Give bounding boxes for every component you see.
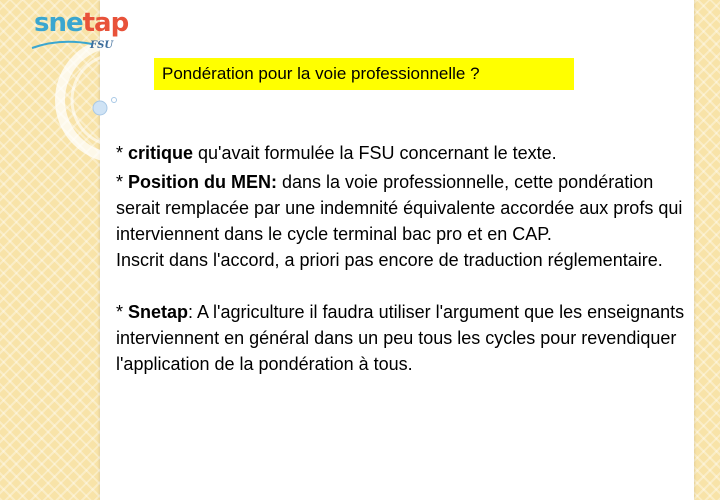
- bullet: *: [116, 143, 129, 163]
- slide-body: [116, 140, 692, 377]
- logo-text-part1: sne: [34, 8, 83, 38]
- slide-title: Pondération pour la voie professionnelle ?: [154, 58, 574, 90]
- snetap-paragraph: [116, 299, 692, 377]
- bullet: *: [116, 172, 129, 192]
- position-paragraph: [116, 169, 692, 247]
- position-label: Position du MEN:: [128, 172, 277, 192]
- logo-text-part2: tap: [82, 8, 129, 38]
- snetap-label: Snetap: [128, 302, 189, 322]
- critique-text: qu'avait formulée la FSU concernant le texte.: [193, 143, 557, 163]
- critique-paragraph: [116, 140, 606, 166]
- snetap-logo: [26, 4, 129, 60]
- critique-label: critique: [128, 143, 194, 163]
- logo-fsu: FSU: [90, 40, 114, 51]
- snetap-text: : A l'agriculture il faudra utiliser l'argument que les enseignants interviennent en général dans un peu tous les cycles pour revendiquer l'application de la pondération à tous.: [116, 302, 685, 374]
- bullet: *: [116, 302, 129, 322]
- position-text: dans la voie professionnelle, cette pondération serait remplacée par une indemnité équivalente accordée aux profs qui interviennent dans le cycle terminal bac pro et en CAP.: [116, 172, 683, 244]
- position-note: Inscrit dans l'accord, a priori pas encore de traduction réglementaire.: [116, 250, 663, 270]
